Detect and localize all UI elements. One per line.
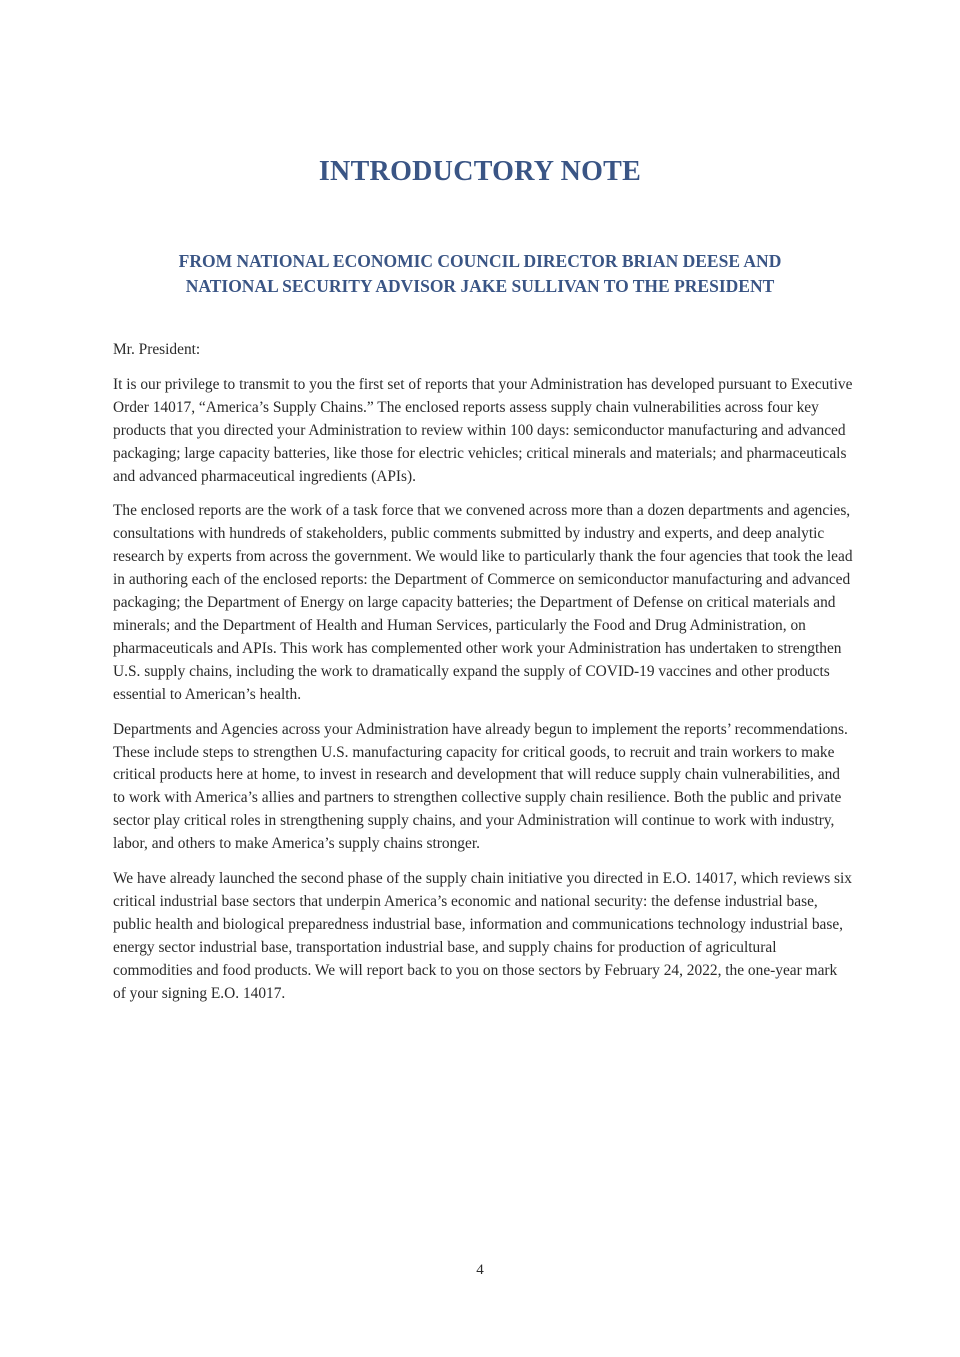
page-subtitle	[100, 249, 860, 299]
paragraph-2: The enclosed reports are the work of a task force that we convened across more than a dozen departments and agencies, consultations with hundreds of stakeholders, public comments submitted by industry and experts, and deep analytic research by experts from across the government. We would like to particularly thank the four agencies that took the lead in authoring each of the enclosed reports: the Department of Commerce on semiconductor manufacturing and advanced packaging; the Department of Energy on large capacity batteries; the Department of Defense on critical materials and minerals; and the Department of Health and Human Services, particularly the Food and Drug Administration, on pharmaceuticals and APIs. This work has complemented other work your Administration has undertaken to strengthen U.S. supply chains, including the work to dramatically expand the supply of COVID-19 vaccines and other products essential to American’s health.	[113, 502, 853, 703]
subtitle-line-2: NATIONAL SECURITY ADVISOR JAKE SULLIVAN TO THE PRESIDENT	[185, 276, 775, 296]
letter-body	[113, 339, 853, 1017]
paragraph-3: Departments and Agencies across your Administration have already begun to implement the reports’ recommendations. These include steps to strengthen U.S. manufacturing capacity for critical goods, to recruit and train workers to make critical products here at home, to invest in research and development that will reduce supply chain vulnerabilities, and to work with America’s allies and partners to strengthen collective supply chain resilience. Both the public and private sector play critical roles in strengthening supply chains, and your Administration will continue to work with industry, labor, and others to make America’s supply chains stronger.	[113, 720, 848, 853]
paragraph-1: It is our privilege to transmit to you the first set of reports that your Administration has developed pursuant to Executive Order 14017, “America’s Supply Chains.” The enclosed reports assess supply chain vulnerabilities across four key products that you directed your Administration to review within 100 days: semiconductor manufacturing and advanced packaging; large capacity batteries, like those for electric vehicles; critical minerals and materials; and pharmaceuticals and advanced pharmaceutical ingredients (APIs).	[113, 375, 853, 485]
page-title: INTRODUCTORY NOTE	[318, 156, 642, 187]
subtitle-line-1: FROM NATIONAL ECONOMIC COUNCIL DIRECTOR BRIAN DEESE AND	[178, 251, 782, 271]
page-number: 4	[476, 1262, 484, 1278]
paragraph-4: We have already launched the second phase of the supply chain initiative you directed in E.O. 14017, which reviews six critical industrial base sectors that underpin America’s economic and national security: the defense industrial base, public health and biological preparedness industrial base, information and communications technology industrial base, energy sector industrial base, transportation industrial base, and supply chains for production of agricultural commodities and food products. We will report back to you on those sectors by February 24, 2022, the one-year mark of your signing E.O. 14017.	[113, 870, 852, 1002]
salutation: Mr. President:	[113, 341, 201, 358]
